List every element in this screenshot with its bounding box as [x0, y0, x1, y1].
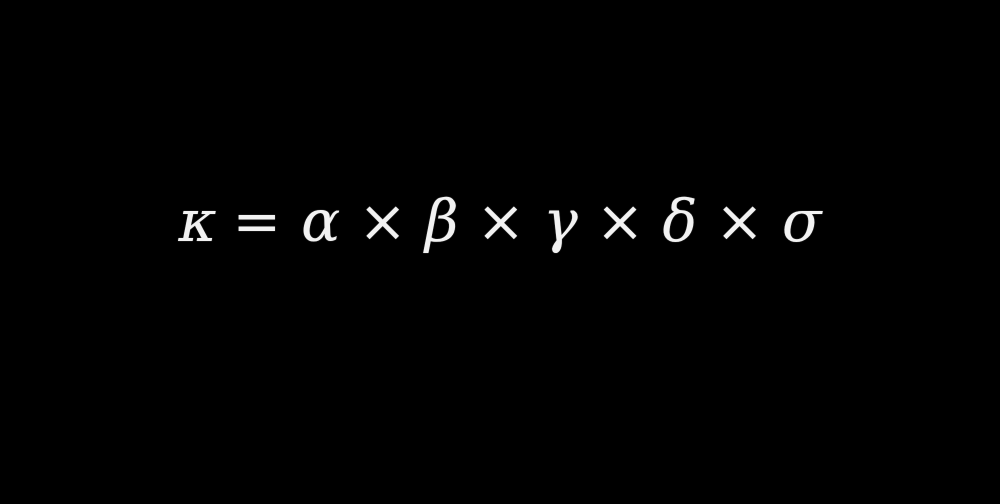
times-sign: × — [595, 187, 645, 255]
beta-symbol: β — [424, 187, 459, 255]
sigma-symbol: σ — [781, 187, 822, 255]
equation — [0, 176, 1000, 266]
kappa-symbol: κ — [178, 187, 217, 255]
times-sign: × — [358, 187, 407, 255]
times-sign: × — [476, 187, 526, 255]
delta-symbol: δ — [662, 187, 698, 255]
equals-sign: = — [232, 187, 282, 255]
gamma-symbol: γ — [543, 187, 578, 255]
times-sign: × — [715, 187, 764, 255]
alpha-symbol: α — [301, 187, 341, 255]
